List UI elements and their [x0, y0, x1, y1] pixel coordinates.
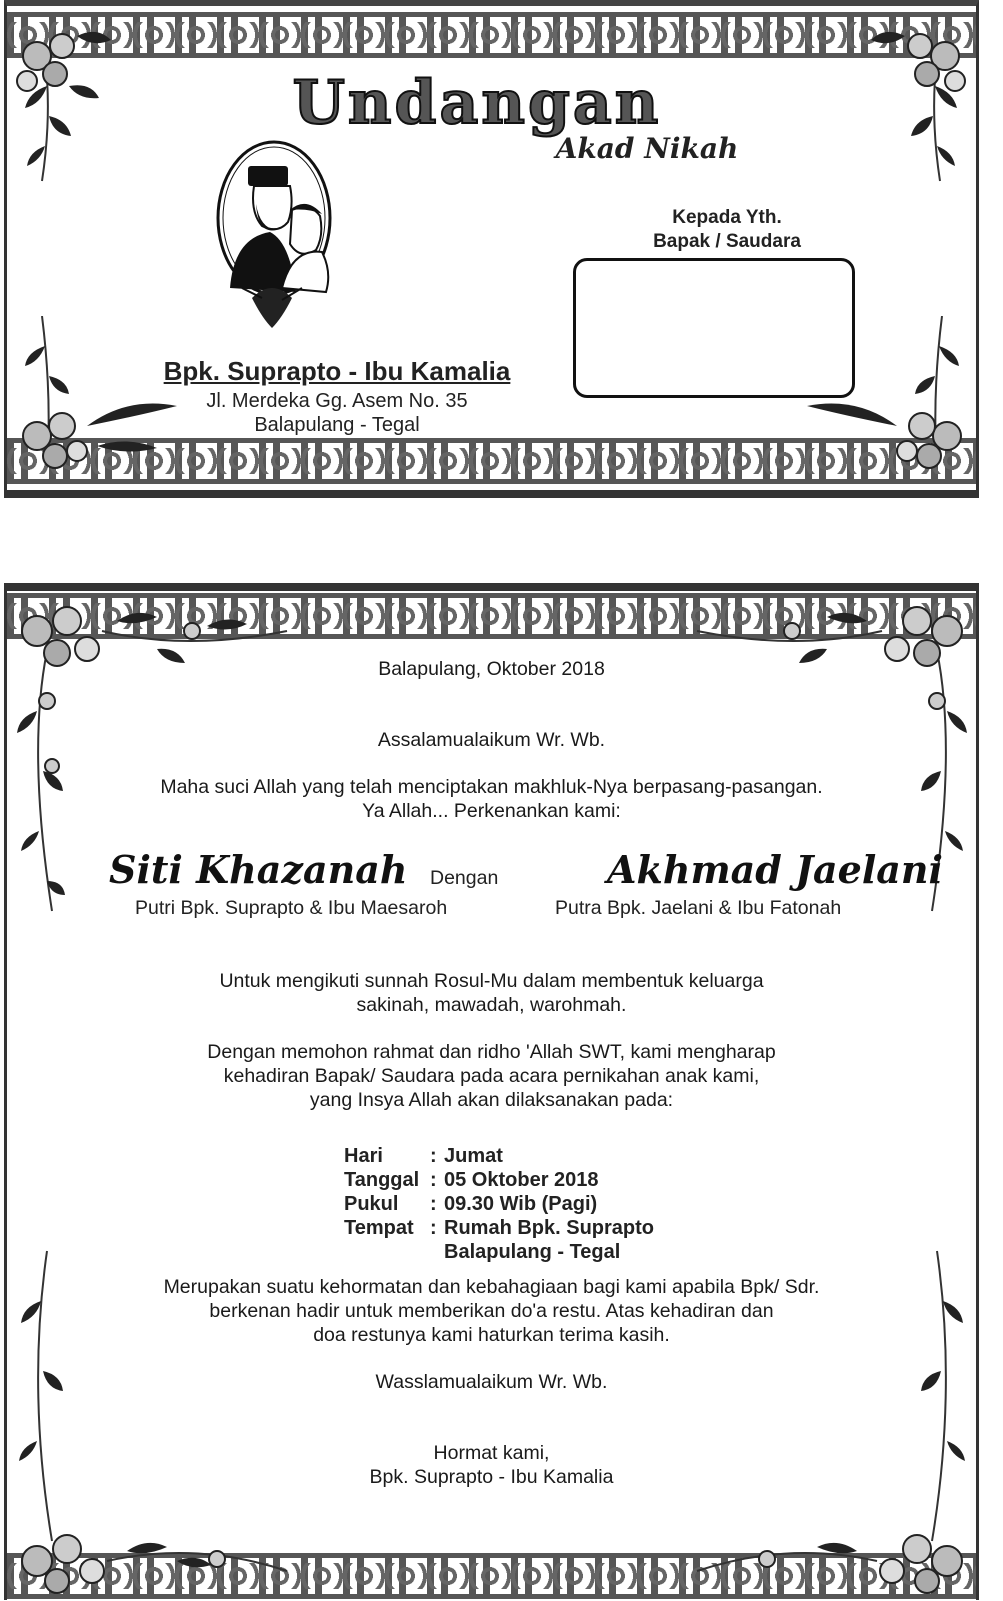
purpose-line-1: Untuk mengikuti sunnah Rosul-Mu dalam membentuk keluarga	[219, 970, 764, 992]
intro-line-2: Ya Allah... Perkenankan kami:	[362, 800, 621, 822]
detail-row-hari	[344, 1144, 654, 1168]
place-date: Balapulang, Oktober 2018	[378, 658, 605, 680]
request-line-3: yang Insya Allah akan dilaksanakan pada:	[309, 1089, 674, 1111]
detail-row-pukul	[344, 1192, 654, 1216]
letter-card	[4, 583, 979, 1600]
detail-colon: :	[430, 1169, 437, 1191]
sender-name: Bpk. Suprapto - Ibu Kamalia	[163, 356, 511, 386]
detail-value: 09.30 Wib (Pagi)	[444, 1193, 598, 1215]
detail-value: Rumah Bpk. Suprapto	[444, 1217, 655, 1239]
envelope-subtitle: Akad Nikah	[555, 132, 739, 165]
closing-line-3: doa restunya kami haturkan terima kasih.	[313, 1324, 670, 1346]
flower-corner-top-right-icon	[865, 16, 975, 186]
intro-line-1: Maha suci Allah yang telah menciptakan makhluk-Nya berpasang-pasangan.	[160, 776, 823, 798]
purpose-line-2: sakinah, mawadah, warohmah.	[356, 994, 627, 1016]
request-line-1: Dengan memohon rahmat dan ridho 'Allah SWT, kami mengharap	[207, 1041, 776, 1063]
event-details	[344, 1144, 654, 1264]
detail-label: Tanggal	[344, 1169, 420, 1191]
recipient-line-1: Kepada Yth.	[672, 207, 782, 228]
couple-portrait-icon	[212, 138, 342, 333]
detail-row-tempat	[344, 1216, 654, 1240]
detail-label: Hari	[344, 1145, 383, 1167]
sender-address	[137, 389, 537, 437]
detail-label: Tempat	[344, 1217, 414, 1239]
bride-name: Siti Khazanah	[109, 847, 408, 892]
detail-row-tempat-2	[344, 1240, 654, 1264]
closing-line-1: Merupakan suatu kehormatan dan kebahagiaan bagi kami apabila Bpk/ Sdr.	[163, 1276, 820, 1298]
detail-colon: :	[430, 1217, 437, 1239]
detail-label: Pukul	[344, 1193, 399, 1215]
recipient-line-2: Bapak / Saudara	[653, 231, 801, 252]
groom-name: Akhmad Jaelani	[607, 847, 943, 892]
detail-value: 05 Oktober 2018	[444, 1169, 599, 1191]
detail-colon: :	[430, 1145, 437, 1167]
farewell: Wasslamualaikum Wr. Wb.	[375, 1371, 608, 1393]
detail-colon: :	[430, 1193, 437, 1215]
detail-value: Jumat	[444, 1145, 503, 1167]
greeting: Assalamualaikum Wr. Wb.	[377, 729, 606, 751]
bride-parents: Putri Bpk. Suprapto & Ibu Maesaroh	[135, 897, 448, 919]
flower-corner-top-left-icon	[7, 16, 117, 186]
envelope-title: Undangan	[292, 68, 662, 138]
connector-text: Dengan	[430, 867, 499, 889]
closing-line-2: berkenan hadir untuk memberikan do'a restu. Atas kehadiran dan	[209, 1300, 774, 1322]
groom-parents: Putra Bpk. Jaelani & Ibu Fatonah	[555, 897, 842, 919]
recipient-address-box[interactable]	[573, 258, 855, 398]
top-ornament-band	[7, 12, 976, 58]
signoff: Hormat kami,	[433, 1442, 550, 1464]
detail-value: Balapulang - Tegal	[444, 1241, 621, 1263]
signature: Bpk. Suprapto - Ibu Kamalia	[369, 1466, 614, 1488]
sender-address-line-2: Balapulang - Tegal	[254, 414, 420, 436]
request-line-2: kehadiran Bapak/ Saudara pada acara pernikahan anak kami,	[223, 1065, 760, 1087]
recipient-label	[597, 206, 857, 254]
envelope-card	[4, 0, 979, 498]
sender-address-line-1: Jl. Merdeka Gg. Asem No. 35	[206, 390, 468, 412]
detail-row-tanggal	[344, 1168, 654, 1192]
